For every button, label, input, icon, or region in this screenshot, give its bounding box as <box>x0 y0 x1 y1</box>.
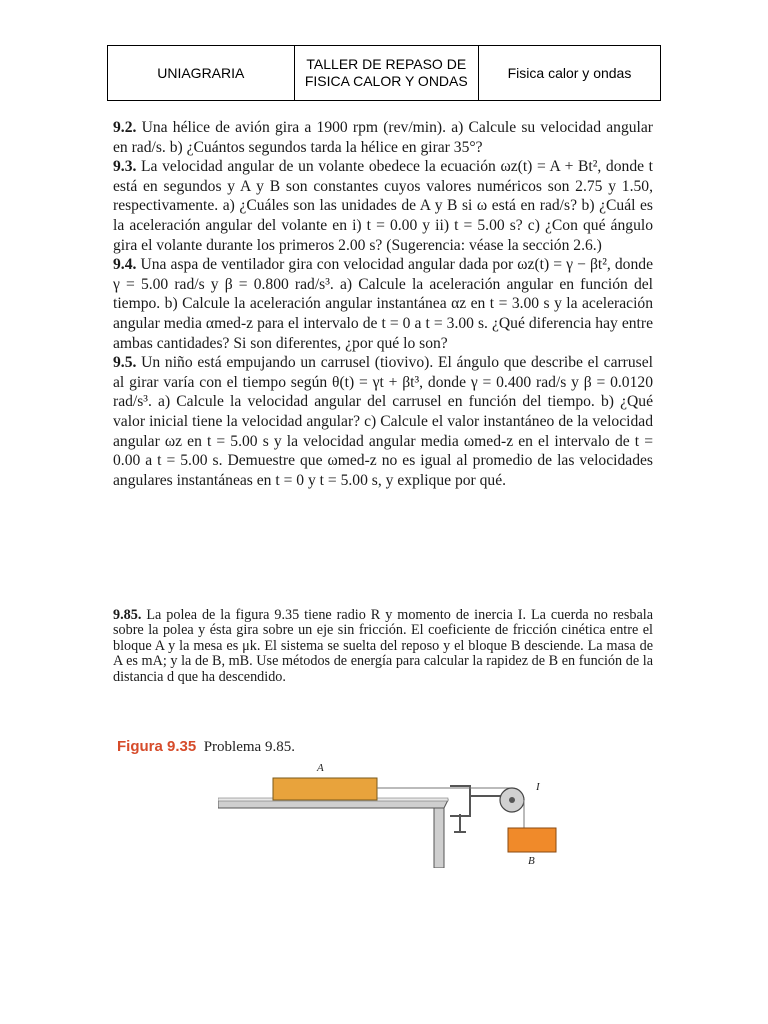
block-b <box>508 828 556 852</box>
problem-9-85 <box>113 608 653 685</box>
problem-9-2 <box>113 118 653 157</box>
header-subject: Fisica calor y ondas <box>478 46 660 101</box>
problem-number: 9.85. <box>113 607 142 623</box>
header-title: TALLER DE REPASO DE FISICA CALOR Y ONDAS <box>294 46 478 101</box>
problems-section <box>113 118 653 490</box>
problem-number: 9.4. <box>113 256 137 274</box>
problem-text: La velocidad angular de un volante obedece la ecuación ωz(t) = A + Bt², donde t está en segundos y A y B son constantes cuyos valores numéricos son 2.75 y 1.50, respectivamente. a) ¿Cuáles son las unidades de A y B si ω está en rad/s? b) ¿Cuál es la aceleración angular del volante en i) t = 0.00 y ii) t = 5.00 s? c) ¿Con qué ángulo gira el volante durante los primeros 2.00 s? (Sugerencia: véase la sección 2.6.) <box>113 158 653 254</box>
problem-number: 9.3. <box>113 158 137 176</box>
figure-caption <box>117 738 295 756</box>
block-b-label: B <box>528 855 535 867</box>
pulley-axle <box>509 797 515 803</box>
pulley-label: I <box>536 781 540 793</box>
clamp <box>450 786 470 816</box>
problem-text: Una aspa de ventilador gira con velocidad angular dada por ωz(t) = γ − βt², donde γ = 5.00 rad/s y β = 0.800 rad/s³. a) Calcule la aceleración angular en función del tiempo. b) Calcule la aceleración angular instantánea αz en t = 3.00 s y la aceleración angular media αmed-z para el intervalo de t = 0 a t = 3.00 s. ¿Qué diferencia hay entre ambas cantidades? Si son diferentes, ¿por qué lo son? <box>113 256 653 352</box>
block-a <box>273 778 377 800</box>
figure-label: Figura 9.35 <box>117 738 197 755</box>
header-table <box>107 45 661 101</box>
header-institution: UNIAGRARIA <box>108 46 295 101</box>
block-a-label: A <box>317 762 324 774</box>
problem-text: La polea de la figura 9.35 tiene radio R y momento de inercia I. La cuerda no resbala sobre la polea y ésta gira sobre un eje sin fricción. El coeficiente de fricción cinética entre el bloque A y la mesa es μk. El sistema se suelta del reposo y el bloque B desciende. La masa de A es mA; y la de B, mB. Use métodos de energía para calcular la rapidez de B en función de la distancia d que ha descendido. <box>113 607 653 685</box>
problem-number: 9.5. <box>113 354 137 372</box>
figure-caption-text: Problema 9.85. <box>203 739 295 755</box>
problem-9-4 <box>113 255 653 353</box>
problem-9-3 <box>113 157 653 255</box>
problem-9-5 <box>113 353 653 490</box>
table-leg <box>434 808 444 868</box>
pulley-figure <box>218 756 558 868</box>
problem-number: 9.2. <box>113 119 137 136</box>
problem-text: Un niño está empujando un carrusel (tiovivo). El ángulo que describe el carrusel al girar varía con el tiempo según θ(t) = γt + βt³, donde γ = 0.400 rad/s y β = 0.0120 rad/s³. a) Calcule la velocidad angular del carrusel en función del tiempo. b) ¿Qué valor inicial tiene la velocidad angular? c) Calcule el valor instantáneo de la velocidad angular ωz en t = 5.00 s y la velocidad angular media ωmed-z en el intervalo de t = 0.00 a t = 5.00 s. Demuestre que ωmed-z no es igual al promedio de las velocidades angulares instantáneas en t = 0 y t = 5.00 s, y explique por qué. <box>113 354 653 489</box>
problem-text: Una hélice de avión gira a 1900 rpm (rev/min). a) Calcule su velocidad angular en rad/s. b) ¿Cuántos segundos tarda la hélice en girar 35°? <box>113 119 653 156</box>
